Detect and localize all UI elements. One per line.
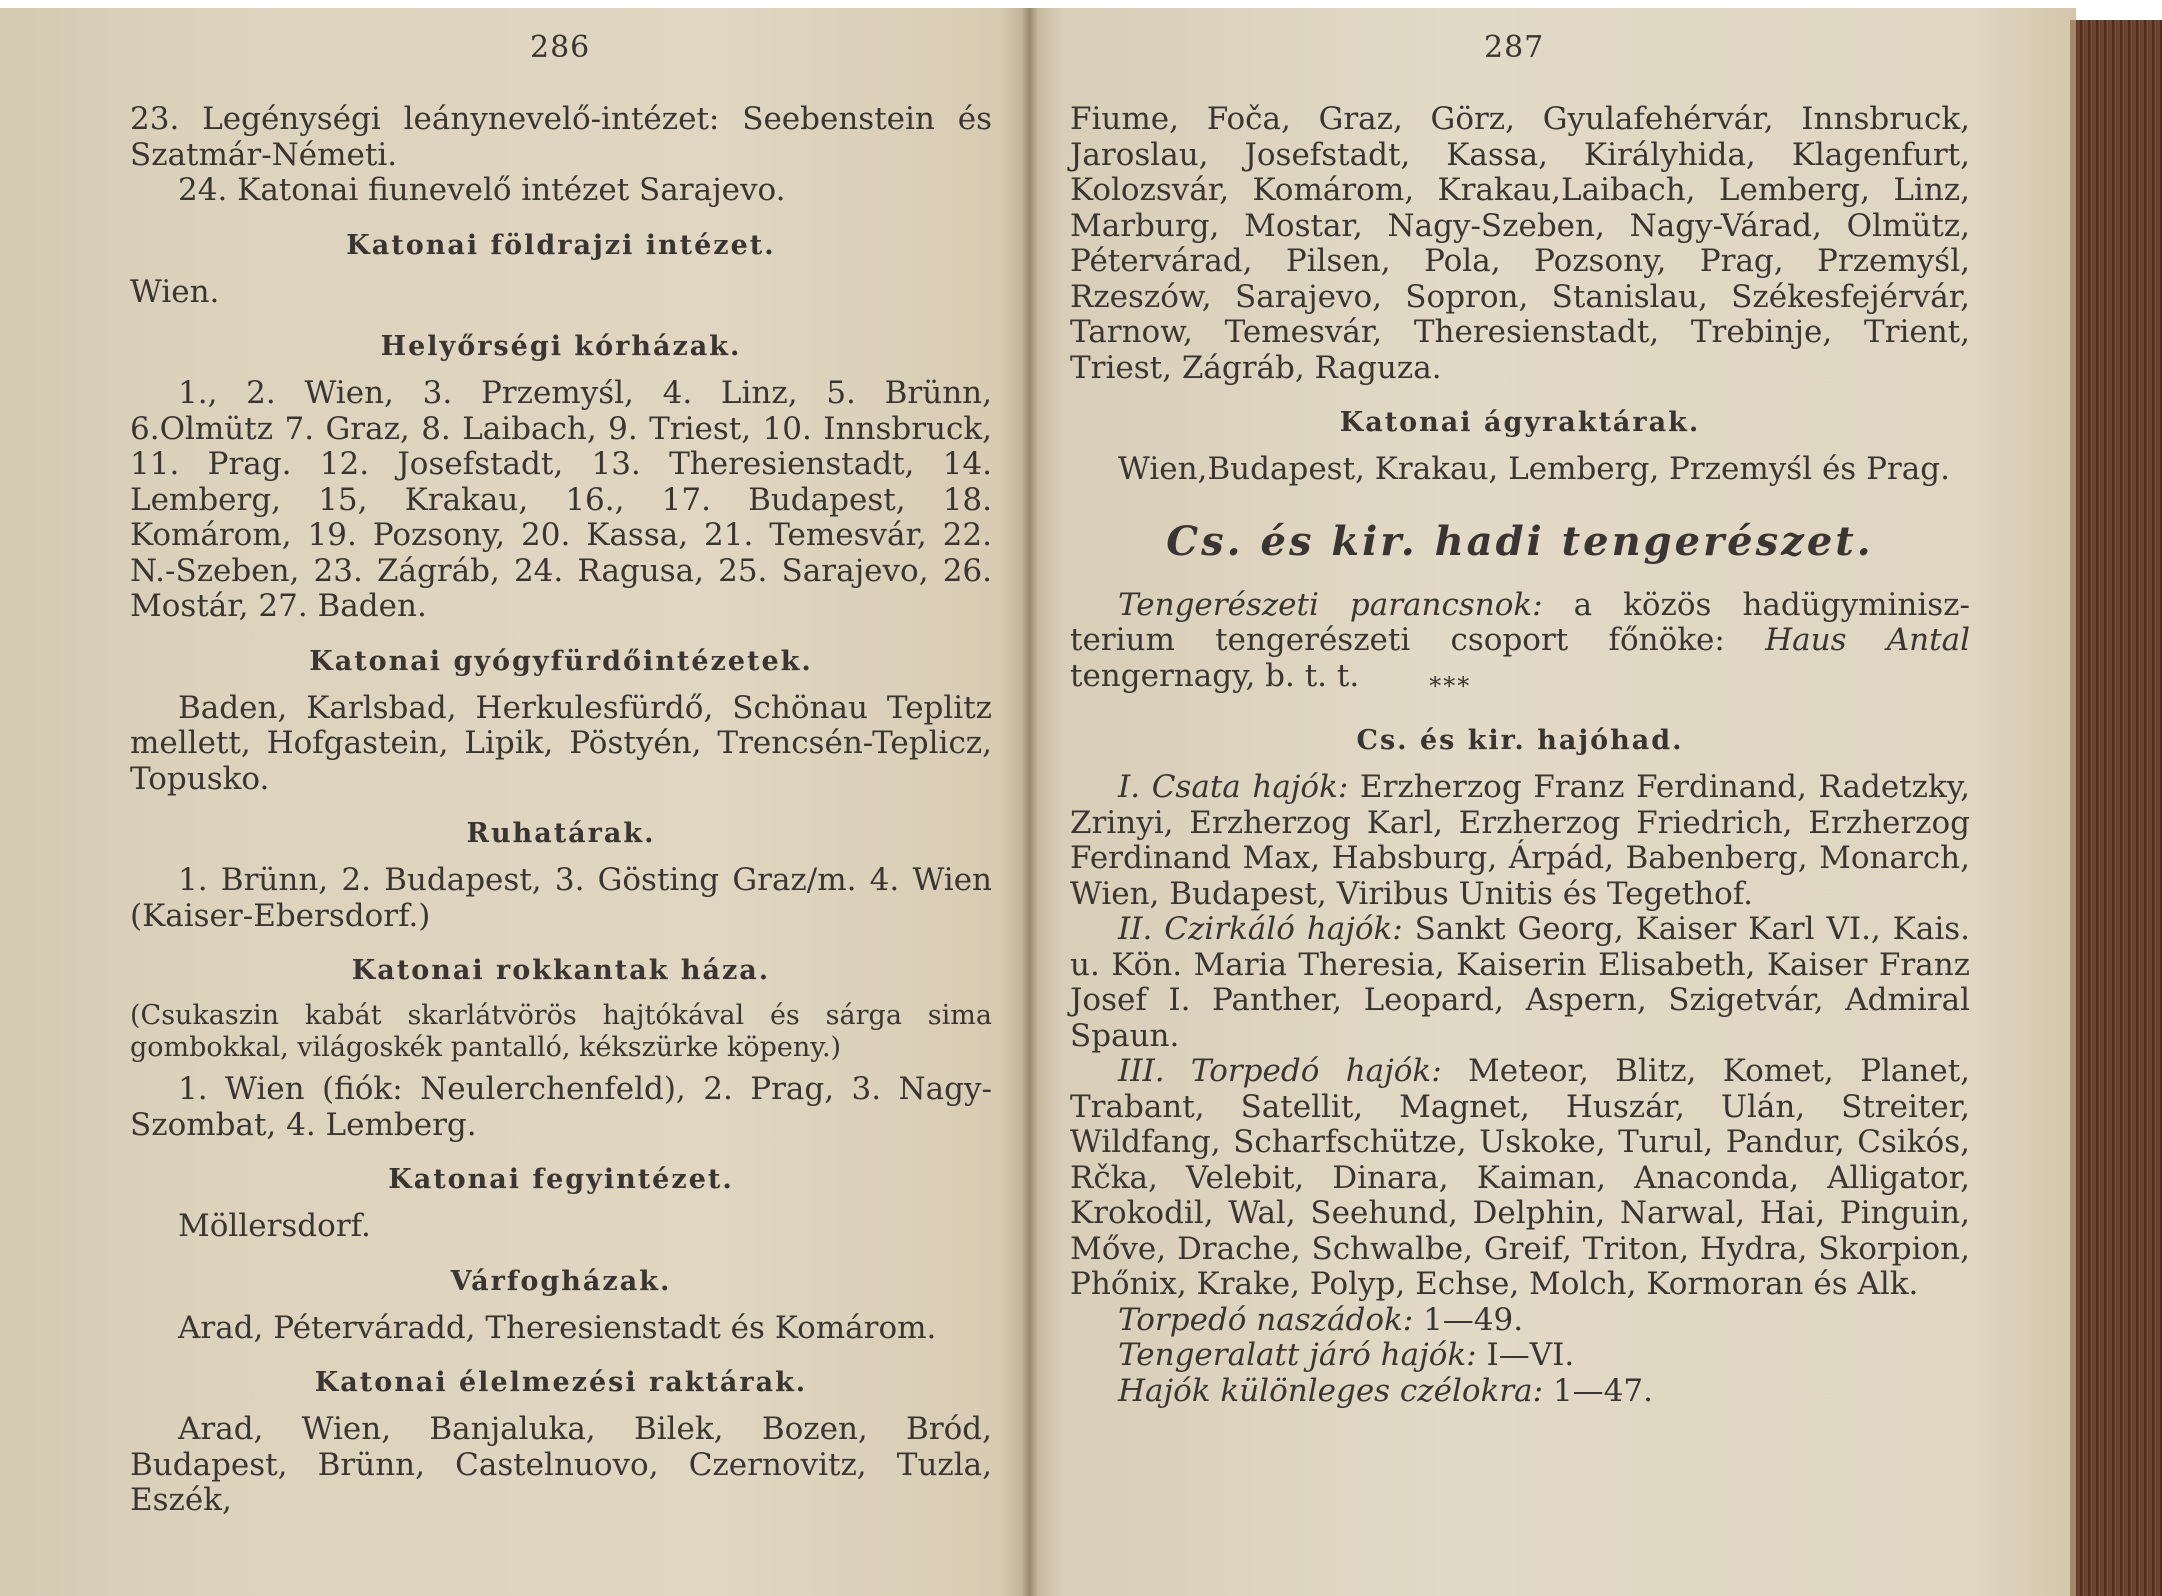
paragraph-battleships [1070,770,1970,912]
navy-command-text: a közös hadügyminisz-terium tengerészeti csoport főnöke: [1070,586,1970,658]
heading-garrison-hospitals: Helyőrségi kórházak. [380,331,742,362]
heading-spa-institutes: Katonai gyógyfürdőintézetek. [309,645,813,677]
asterism: *** [1429,671,1472,700]
section-text-torpedo-boats: 1—49. [1413,1301,1524,1338]
heading-geographic-institute: Katonai földrajzi intézet. [346,229,776,261]
paragraph-food-depots-continued: Fiume, Foča, Graz, Görz, Gyulafehérvár, Innsbruck, Jaroslau, Josefstadt, Kassa, Királyhida, Klagenfurt, Kolozsvár, Komárom, Krakau,Laibach, Lemberg, Linz, Marburg, Mostar, Nagy-Szeben, Nagy-Várad, Olmütz, Pétervárad, Pilsen, Pola, Pozsony, Prag, Przemyśl, Rzeszów, Sarajevo, Sopron, Stanislau, Székesfejérvár, Tarnow, Temesvár, Theresienstadt, Trebinje, Trient, Triest, Zágráb, Raguza. [1070,101,1970,386]
heading-prison: Katonai fegyintézet. [388,1164,734,1195]
navy-command-label: Tengerészeti parancsnok: [1118,586,1543,623]
navy-commander-name: Haus Antal [1765,622,1970,658]
book-gutter [1022,8,1038,1596]
heading-clothing-depots: Ruhatárak. [466,818,656,849]
paragraph-clothing-list: 1. Brünn, 2. Budapest, 3. Gösting Graz/m. 4. Wien (Kaiser-Ebersdorf.) [130,862,992,934]
heading-food-depots: Katonai élelmezési raktárak. [314,1367,808,1398]
heading-navy: Cs. és kir. hadi tengerészet. [1166,517,1874,565]
paragraph-cruisers [1070,912,1970,1054]
heading-fleet: Cs. és kir. hajóhad. [1356,725,1684,756]
paragraph-fortress-list: Arad, Péterváradd, Theresienstadt és Komárom. [178,1309,937,1346]
section-label-cruisers: II. Czirkáló hajók: [1118,911,1403,947]
left-page [0,8,1030,1596]
right-page-text [1070,102,1970,1409]
paragraph-food-depots-list: Arad, Wien, Banjaluka, Bilek, Bozen, Bród, Budapest, Brünn, Castelnuovo, Czernovitz, Tuzla, Eszék, [130,1411,992,1518]
paragraph-mollersdorf: Möllersdorf. [178,1208,371,1244]
page-number-left: 286 [530,30,591,65]
paragraph-uniform-note: (Csukaszin kabát skarlátvörös hajtókával és sárga sima gombokkal, világoskék pantalló, kékszürke köpeny.) [130,1000,992,1063]
paragraph-cadet-school: 24. Katonai fiunevelő intézet Sarajevo. [178,172,786,208]
navy-commander-rank: tengernagy, b. t. t. [1070,657,1360,694]
heading-invalids-home: Katonai rokkantak háza. [351,955,771,986]
paragraph-torpedo-boats [1070,1303,1970,1339]
section-text-special-ships: 1—47. [1543,1372,1653,1409]
section-text-torpedo-ships: Meteor, Blitz, Komet, Planet, Trabant, Satellit, Magnet, Huszár, Ulán, Streiter, Wildfang, Scharfschütze, Uskoke, Turul, Pandur, Csikós, Rčka, Velebit, Dinara, Kaiman, Anaconda, Alligator, Krokodil, Wal, Seehund, Delphin, Narwal, Hai, Pinguin, Mőve, Drache, Schwalbe, Greif, Triton, Hydra, Skorpion, Phőnix, Krake, Polyp, Echse, Molch, Kormoran és Alk. [1070,1053,1971,1302]
heading-artillery-depots: Katonai ágyraktárak. [1339,407,1701,438]
paragraph-hospitals-list: 1., 2. Wien, 3. Przemyśl, 4. Linz, 5. Brünn, 6.Olmütz 7. Graz, 8. Laibach, 9. Triest, 10. Innsbruck, 11. Prag. 12. Josefstadt, 13. Theresienstadt, 14. Lemberg, 15, Krakau, 16., 17. Budapest, 18. Komárom, 19. Pozsony, 20. Kassa, 21. Temesvár, 22. N.-Szeben, 23. Zágráb, 24. Ragusa, 25. Sarajevo, 26. Mostár, 27. Baden. [130,375,992,624]
section-text-submarines: I—VI. [1476,1337,1575,1373]
paragraph-torpedo-ships [1070,1054,1970,1303]
paragraph-navy-command [1070,588,1970,705]
section-text-battleships: Erzherzog Franz Ferdinand, Radetzky, Zrinyi, Erzherzog Karl, Erzherzog Friedrich, Erzherzog Ferdinand Max, Habsburg, Árpád, Babenberg, Monarch, Wien, Budapest, Viribus Unitis és Tegethof. [1070,769,1971,912]
left-page-text [130,102,992,1519]
book-cover-edge [2076,20,2162,1596]
section-text-cruisers: Sankt Georg, Kaiser Karl VI., Kais. u. Kön. Maria Theresia, Kaiserin Elisabeth, Kaiser Franz Josef I. Panther, Leopard, Aspern, Szigetvár, Admiral Spaun. [1070,911,1970,1054]
section-label-submarines: Tengeralatt járó hajók: [1118,1337,1477,1373]
paragraph-special-ships [1070,1374,1970,1410]
paragraph-spas-list: Baden, Karlsbad, Herkulesfürdő, Schönau Teplitz mellett, Hofgastein, Lipik, Pöstyén, Trencsén-Teplicz, Topusko. [130,689,992,797]
section-label-torpedo-boats: Torpedó naszádok: [1118,1301,1414,1338]
section-label-battleships: I. Csata hajók: [1118,769,1349,805]
paragraph-submarines [1070,1338,1970,1374]
paragraph-wien: Wien. [130,273,220,310]
section-label-special-ships: Hajók különleges czélokra: [1118,1372,1544,1409]
section-label-torpedo-ships: III. Torpedó hajók: [1118,1053,1442,1089]
paragraph-artillery-list: Wien,Budapest, Krakau, Lemberg, Przemyśl és Prag. [1118,451,1950,487]
right-page [1030,8,2076,1596]
heading-fortress-prisons: Várfogházak. [450,1265,672,1297]
page-number-right: 287 [1484,30,1545,65]
paragraph-invalids-list: 1. Wien (fiók: Neulerchenfeld), 2. Prag, 3. Nagy-Szombat, 4. Lemberg. [130,1071,992,1143]
paragraph-boys-school: 23. Legénységi leánynevelő-intézet: Seebenstein és Szatmár-Németi. [130,101,992,173]
